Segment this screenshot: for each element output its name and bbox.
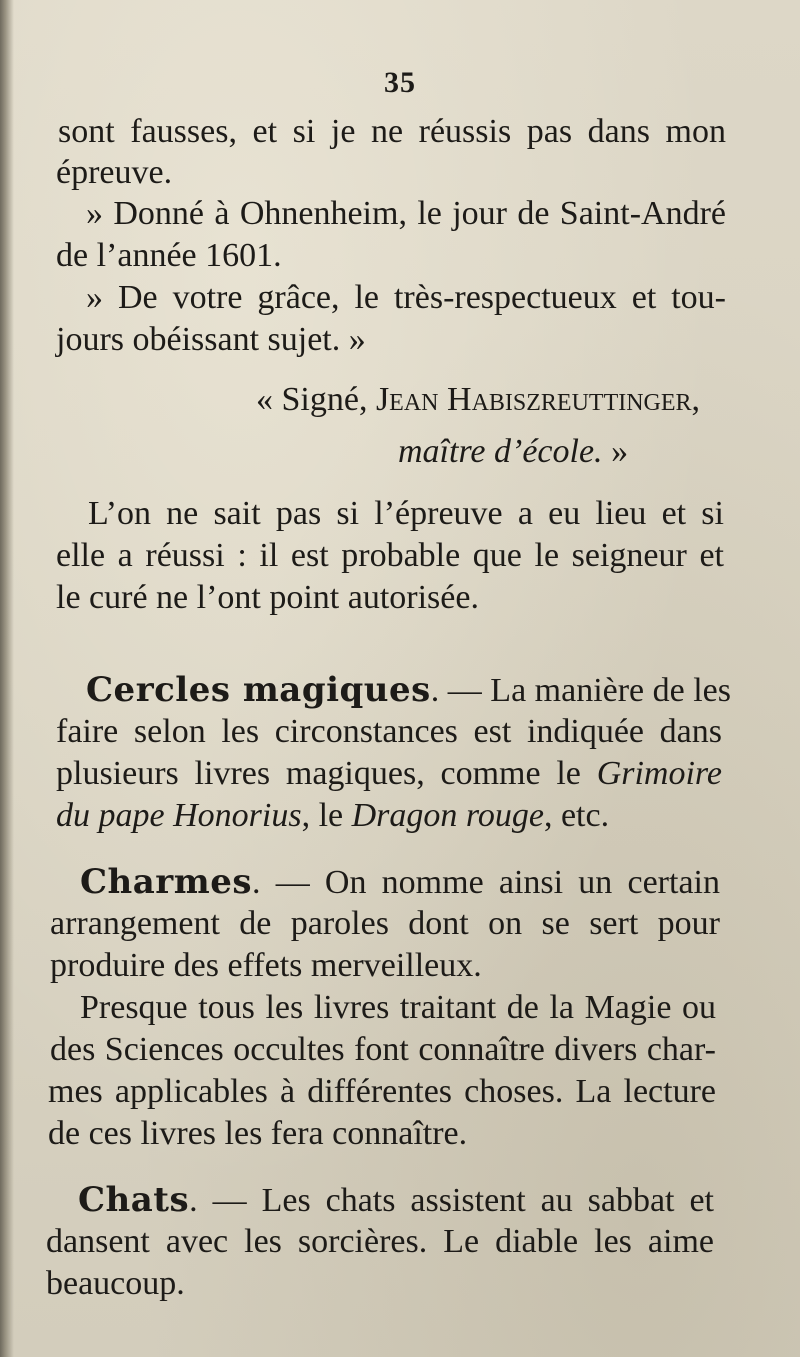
- page-binding-shadow: [0, 0, 14, 1357]
- text-line: jours obéissant sujet. »: [56, 321, 366, 358]
- text-line: mes applicables à différentes choses. La lecture: [48, 1073, 716, 1110]
- entry-heading: Charmes: [80, 862, 252, 902]
- text-line: beaucoup.: [46, 1265, 185, 1302]
- text-line: le curé ne l’ont point autorisée.: [56, 579, 479, 616]
- text-line: dansent avec les sorcières. Le diable les aime: [46, 1223, 714, 1260]
- entry-text: . — La manière de les: [430, 672, 732, 709]
- entry-heading: Cercles magiques: [86, 670, 431, 710]
- signatory-name: Jean Habiszreuttinger: [375, 381, 692, 418]
- text-line: Presque tous les livres traitant de la Magie ou: [80, 989, 716, 1026]
- text-line: faire selon les circonstances est indiquée dans: [56, 713, 722, 750]
- text-segment: , etc.: [543, 797, 610, 834]
- text-line: produire des effets merveilleux.: [50, 947, 482, 984]
- text-line: L’on ne sait pas si l’épreuve a eu lieu et si: [88, 495, 724, 532]
- text-segment: , le: [301, 797, 352, 834]
- signatory-title-line: [398, 432, 628, 472]
- text-line: sont fausses, et si je ne réussis pas dans mon: [58, 113, 726, 150]
- closing-quote: »: [602, 433, 629, 470]
- signature-prefix: « Signé,: [256, 381, 376, 418]
- signatory-title: maître d’école.: [398, 433, 603, 470]
- text-line: [56, 754, 722, 794]
- text-line: elle a réussi : il est probable que le seigneur et: [56, 537, 724, 574]
- entry-text: . — On nomme ainsi un certain: [251, 864, 720, 901]
- text-segment: plusieurs livres magiques, comme le: [56, 755, 597, 792]
- text-line: épreuve.: [56, 154, 173, 191]
- entry-chats: [78, 1180, 714, 1221]
- signature-line: [256, 380, 700, 420]
- text-line: » De votre grâce, le très-respectueux et tou-: [86, 279, 726, 316]
- text-line: de ces livres les fera connaître.: [48, 1115, 468, 1152]
- book-title-grimoire: Grimoire: [596, 755, 722, 792]
- book-title-honorius: du pape Honorius: [56, 797, 302, 834]
- entry-charmes: [80, 862, 720, 903]
- text-line: arrangement de paroles dont on se sert pour: [50, 905, 720, 942]
- signature-comma: ,: [691, 381, 701, 418]
- entry-cercles-magiques: [86, 670, 732, 711]
- book-title-dragon-rouge: Dragon rouge: [351, 797, 544, 834]
- text-line: » Donné à Ohnenheim, le jour de Saint-André: [86, 195, 726, 232]
- text-line: des Sciences occultes font connaître divers char-: [50, 1031, 716, 1068]
- text-line: [56, 796, 609, 836]
- page-number: 35: [384, 66, 416, 99]
- text-line: de l’année 1601.: [56, 237, 282, 274]
- entry-heading: Chats: [78, 1180, 190, 1220]
- entry-text: . — Les chats assistent au sabbat et: [189, 1182, 714, 1219]
